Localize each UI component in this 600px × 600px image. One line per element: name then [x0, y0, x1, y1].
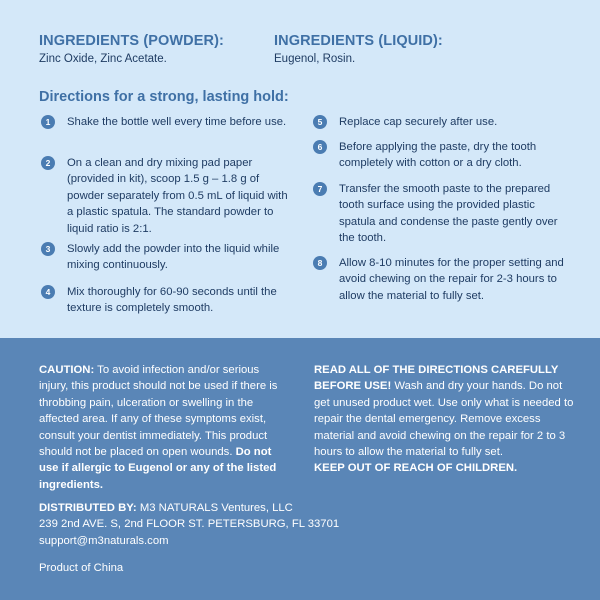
keep-out-of-reach-warning: KEEP OUT OF REACH OF CHILDREN. — [314, 462, 518, 475]
powder-ingredients-title: INGREDIENTS (POWDER): — [39, 33, 224, 49]
step-text: Shake the bottle well every time before use. — [67, 116, 287, 128]
directions-heading: Directions for a strong, lasting hold: — [39, 89, 289, 105]
distributor-label: DISTRIBUTED BY: — [39, 502, 137, 514]
distributor-name: M3 NATURALS Ventures, LLC — [136, 502, 293, 514]
step-text: Transfer the smooth paste to the prepared tooth surface using the provided plastic spatula and condense the paste gently over the tooth. — [339, 183, 558, 245]
distributor-block — [39, 500, 579, 549]
step-number-badge: 3 — [41, 242, 55, 256]
distributor-email: support@m3naturals.com — [39, 534, 169, 547]
direction-step — [313, 255, 573, 304]
read-directions-text: Wash and dry your hands. Do not get unused product wet. Use only what is needed to repair the dental emergency. Remove excess material and avoid chewing on the repair for 2 to 3 hours to allow the material to fully set. — [314, 380, 574, 459]
step-number-badge: 4 — [41, 285, 55, 299]
step-number-badge: 7 — [313, 182, 327, 196]
step-number-badge: 2 — [41, 156, 55, 170]
caution-text: To avoid infection and/or serious injury, this product should not be used if there is throbbing pain, ulceration or swelling in the affected area. If any of these symptoms exist, consult your dentist immediately. This product should not be placed on open wounds. — [39, 364, 278, 459]
step-text: Mix thoroughly for 60-90 seconds until the texture is completely smooth. — [67, 286, 277, 315]
step-number-badge: 8 — [313, 256, 327, 270]
powder-ingredients-text: Zinc Oxide, Zinc Acetate. — [39, 53, 167, 65]
direction-step — [41, 155, 291, 237]
step-number-badge: 5 — [313, 115, 327, 129]
read-directions-block — [314, 362, 580, 477]
warnings-panel — [0, 338, 600, 600]
read-directions-label: READ ALL OF THE DIRECTIONS CAREFULLY BEFORE USE! — [314, 364, 559, 393]
direction-step — [313, 181, 573, 247]
liquid-ingredients-text: Eugenol, Rosin. — [274, 53, 356, 65]
caution-label: CAUTION: — [39, 364, 95, 376]
liquid-ingredients-title: INGREDIENTS (LIQUID): — [274, 33, 443, 49]
step-text: On a clean and dry mixing pad paper (provided in kit), scoop 1.5 g – 1.8 g of powder separately from 0.5 mL of liquid with a plastic spatula. The standard powder to liquid ratio is 2:1. — [67, 157, 288, 235]
product-origin: Product of China — [39, 562, 124, 574]
distributor-address: 239 2nd AVE. S, 2nd FLOOR ST. PETERSBURG, FL 33701 — [39, 518, 340, 531]
step-text: Allow 8-10 minutes for the proper setting and avoid chewing on the repair for 2-3 hours to allow the material to fully set. — [339, 257, 564, 302]
direction-step — [41, 241, 291, 274]
direction-step — [313, 139, 573, 172]
liquid-ingredients — [274, 33, 443, 65]
direction-step — [313, 114, 573, 130]
caution-block — [39, 362, 285, 493]
step-number-badge: 1 — [41, 115, 55, 129]
step-text: Before applying the paste, dry the tooth completely with cotton or a dry cloth. — [339, 141, 537, 170]
caution-allergy-warning: Do not use if allergic to Eugenol or any of the listed ingredients. — [39, 446, 277, 491]
step-number-badge: 6 — [313, 140, 327, 154]
step-text: Slowly add the powder into the liquid while mixing continuously. — [67, 243, 280, 272]
step-text: Replace cap securely after use. — [339, 116, 498, 128]
direction-step — [41, 284, 291, 317]
direction-step — [41, 114, 291, 130]
powder-ingredients — [39, 33, 224, 65]
